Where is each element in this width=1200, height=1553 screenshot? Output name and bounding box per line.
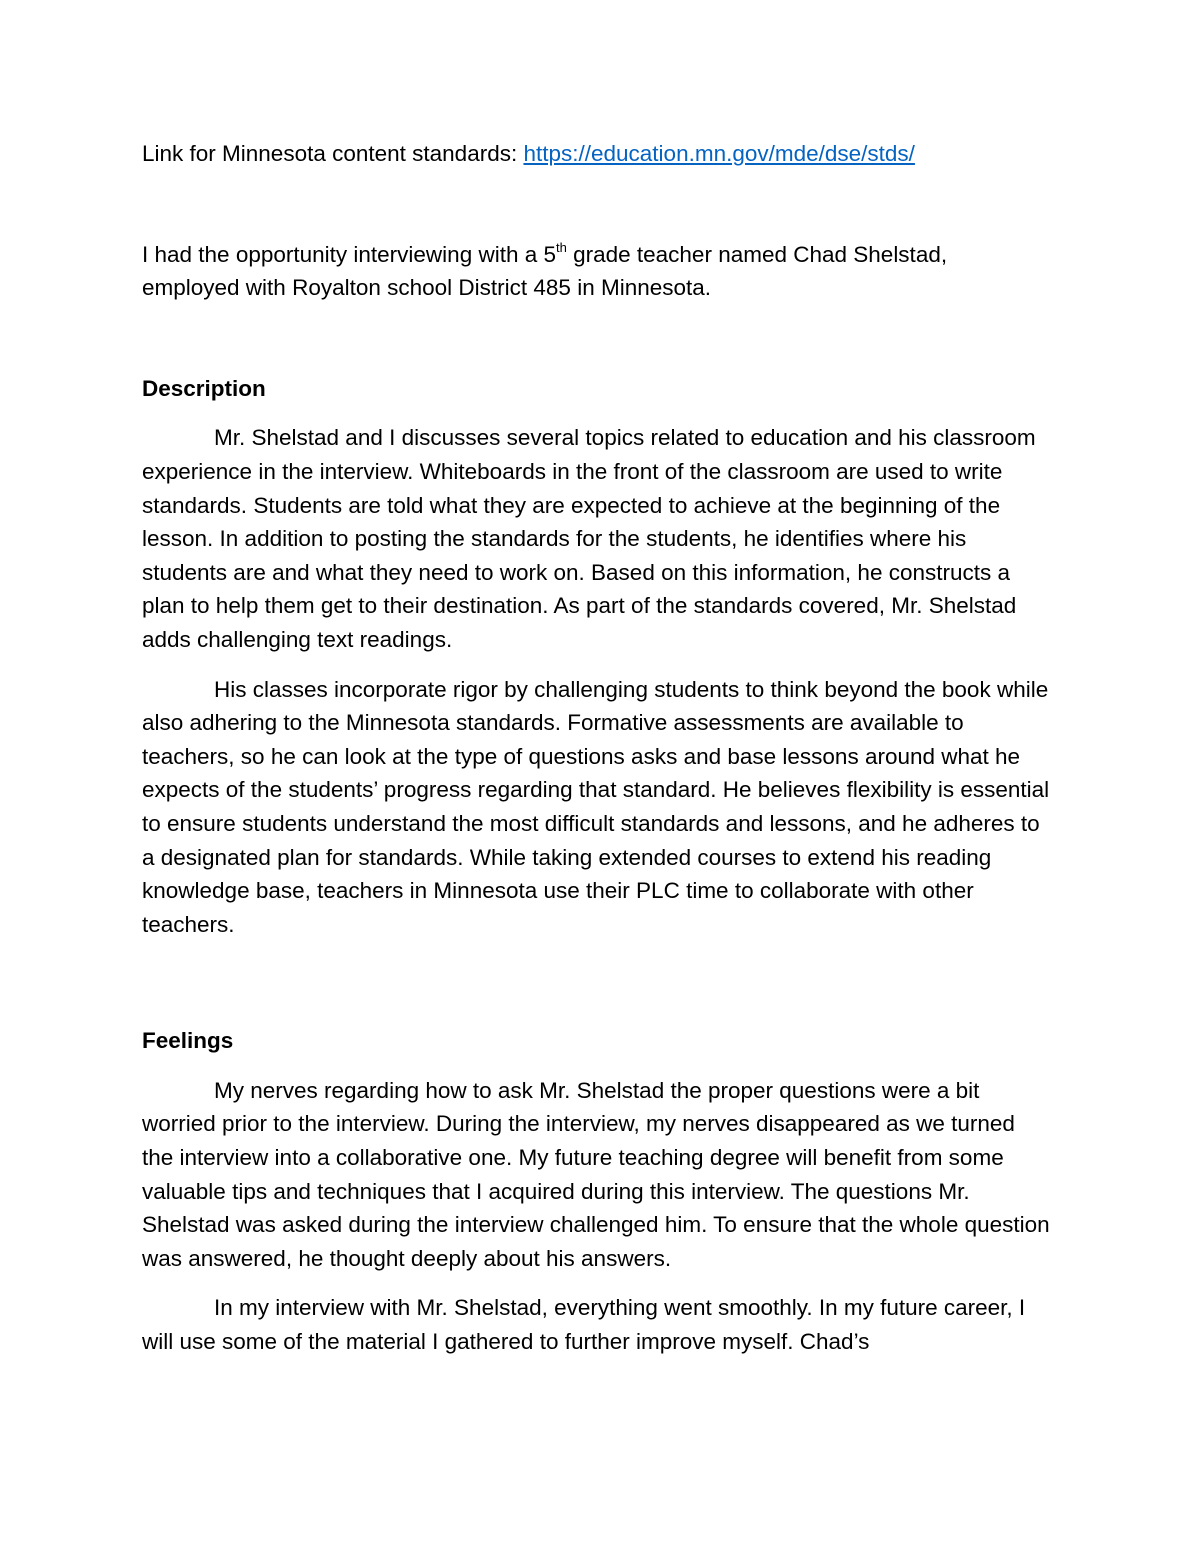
intro-text-part2: grade teacher named Chad Shelstad, employed with Royalton school District 485 in Minnesota. [142, 241, 948, 301]
description-paragraph-1: Mr. Shelstad and I discusses several topics related to education and his classroom experience in the interview. Whiteboards in the front of the classroom are used to write standards. Students are told what they are expected to achieve at the beginning of the lesson. In addition to posting the standards for the students, he identifies where his students are and what they need to work on. Based on this information, he constructs a plan to help them get to their destination. As part of the standards covered, Mr. Shelstad adds challenging text readings. [142, 425, 1036, 652]
standards-link-label: Link for Minnesota content standards: [142, 141, 524, 166]
spacer [142, 305, 1050, 372]
standards-link-line [142, 137, 1050, 171]
intro-paragraph [142, 238, 1050, 305]
feelings-heading: Feelings [142, 1028, 234, 1054]
standards-link[interactable]: https://education.mn.gov/mde/dse/stds/ [523, 141, 915, 166]
spacer [142, 957, 1050, 1024]
description-paragraph-2: His classes incorporate rigor by challenging students to think beyond the book while also adhering to the Minnesota standards. Formative assessments are available to teachers, so he can look at the type of questions asks and base lessons around what he expects of the students’ progress regarding that standard. He believes flexibility is essential to ensure students understand the most difficult standards and lessons, and he adheres to a designated plan for standards. While taking extended courses to extend his reading knowledge base, teachers in Minnesota use their PLC time to collaborate with other teachers. [142, 676, 1050, 937]
intro-text-part1: I had the opportunity interviewing with a 5 [142, 241, 556, 267]
feelings-paragraph-1: My nerves regarding how to ask Mr. Shelstad the proper questions were a bit worried prior to the interview. During the interview, my nerves disappeared as we turned the interview into a collaborative one. My future teaching degree will benefit from some valuable tips and techniques that I acquired during this interview. The questions Mr. Shelstad was asked during the interview challenged him. To ensure that the whole question was answered, he thought deeply about his answers. [142, 1077, 1050, 1271]
intro-superscript: th [556, 239, 567, 255]
feelings-paragraph-2: In my interview with Mr. Shelstad, everything went smoothly. In my future career, I will use some of the material I gathered to further improve myself. Chad’s [142, 1295, 1026, 1355]
spacer [142, 171, 1050, 238]
description-heading: Description [142, 375, 266, 401]
